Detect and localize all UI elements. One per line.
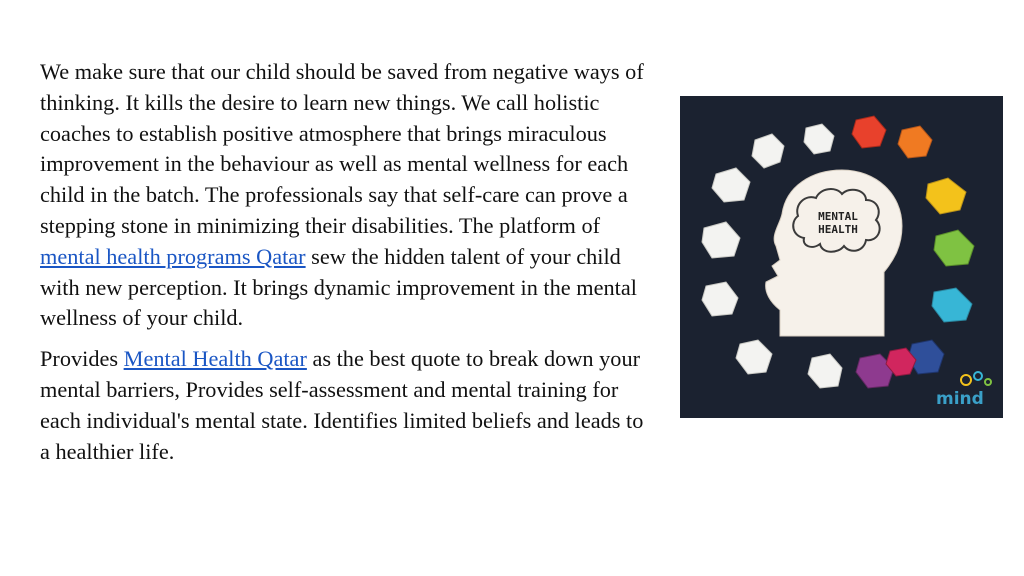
paragraph-1-text-after: sew the hidden talent of your child with new perception. It brings dynamic improvement in the mental wellness of your child. <box>40 243 637 331</box>
paragraph-2 <box>40 344 655 467</box>
mental-health-illustration <box>680 96 1003 418</box>
brain-text-mental: MENTAL <box>818 210 858 223</box>
mental-health-programs-qatar-link[interactable]: mental health programs Qatar <box>40 243 306 269</box>
article-text <box>40 57 655 477</box>
mental-health-qatar-link[interactable]: Mental Health Qatar <box>123 346 307 372</box>
logo-text: mind <box>936 389 984 409</box>
paragraph-2-text-after: as the best quote to break down your mental barriers, Provides self-assessment and mental training for each individual's mental state. Identifies limited beliefs and leads to a healthier life. <box>40 346 644 464</box>
paragraph-2-text-before: Provides <box>40 346 124 372</box>
brain-text-health: HEALTH <box>818 223 858 236</box>
paragraph-1-text-before: We make sure that our child should be saved from negative ways of thinking. It kills the desire to learn new things. We call holistic coaches to establish positive atmosphere that brings miraculous improvement in the behaviour as well as mental wellness for each child in the batch. The professionals say that self-care can prove a stepping stone in minimizing their disabilities. The platform of <box>40 59 644 238</box>
paragraph-1 <box>40 57 655 334</box>
